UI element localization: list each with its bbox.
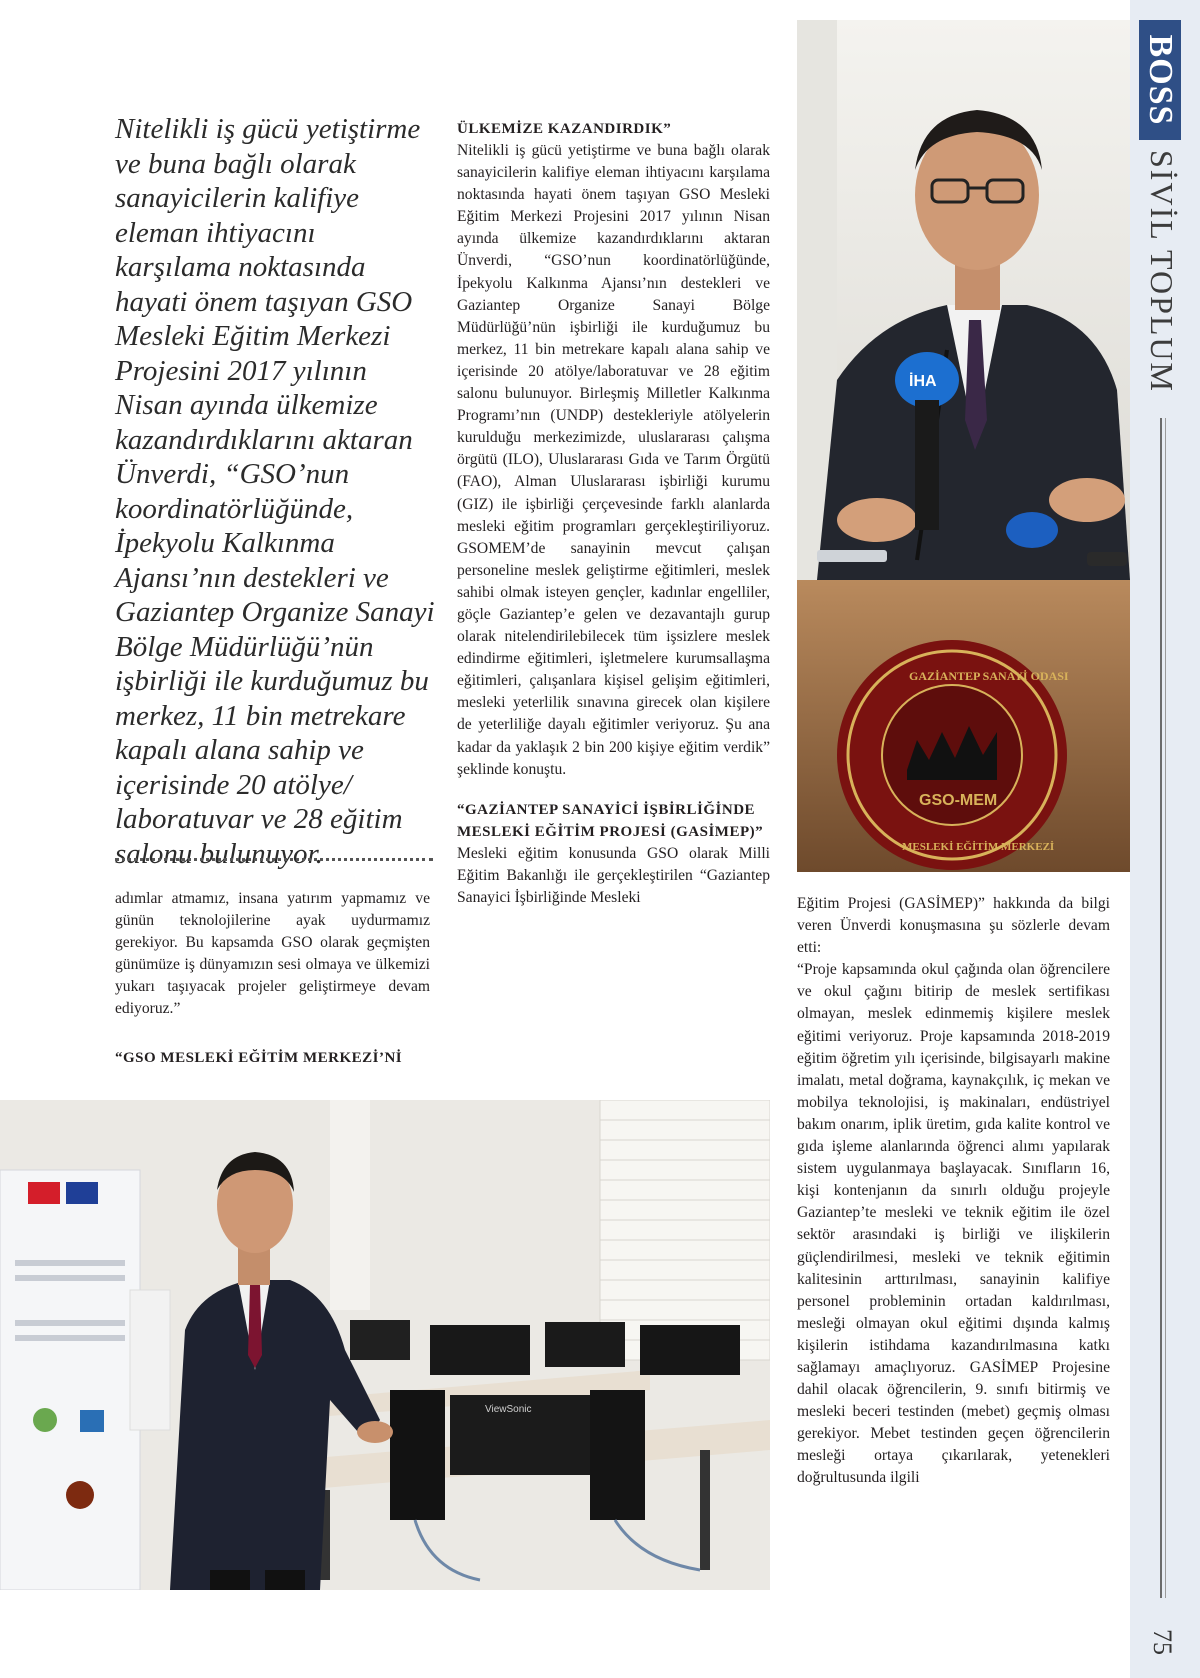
column-3 [797, 893, 1110, 1490]
page-number: 75 [1148, 1629, 1177, 1655]
mic-logo: İHA [909, 373, 937, 390]
seal-bottom-text: MESLEKİ EĞİTİM MERKEZİ [902, 841, 1055, 853]
seal-top-text: GAZİANTEP SANAYİ ODASI [909, 669, 1069, 683]
col2-paragraph: Nitelikli iş gücü yetiştirme ve buna bağlı olarak sanayicilerin kalifiye eleman ihtiyacını karşılama noktasında hayati önem taşıyan GSO Mesleki Eğitim Merkezi Projesini 2017 yılının Nisan ayında ülkemize kazandırdıklarını aktaran Ünverdi, “GSO’nun koordinatörlüğünde, İpekyolu Kalkınma Ajansı’nın destekleri ve Gaziantep Organize Sanayi Bölge Müdürlüğü’nün işbirliği ile kurduğumuz bu merkez, 11 bin metrekare kapalı alana sahip ve içerisinde 20 atölye/laboratuvar ve 28 eğitim salonu bulunuyor. Birleşmiş Milletler Kalkınma Programı’nın (UNDP) destekleriyle atölyelerin kurulduğu merkezimizde, uluslararası çalışma örgütü (ILO), Uluslararası Gıda ve Tarım Örgütü (FAO), Alman Uluslararası işbirliği kurumu (GIZ) ile işbirliği çerçevesinde farklı alanlarda mesleki eğitim programları gerçekleştiriliyoruz. GSOMEM’de sanayinin mevcut çalışan personeline meslek geliştirme eğitimleri, meslek sahibi olmak isteyen gençler, kadınlar engelliler, göçle Gaziantep’e gelen ve dezavantajlı gurup olarak nitelendirilebilecek tüm işsizlere meslek edindirme eğitimleri, işletmelere kurumsallaşma eğitimleri, çalışanlara kişisel gelişim eğitimleri, mesleki yeterlilik sınavına girecek olan kişilere de yeterliliğe dayalı eğitimler veriyoruz. Şu ana kadar da yaklaşık 2 bin 200 kişiye eğitim verdik” şeklinde konuştu. [457, 142, 770, 778]
col2-subheading: “GAZİANTEP SANAYİCİ İŞBİRLİĞİNDE MESLEKİ EĞİTİM PROJESİ (GASİMEP)” [457, 801, 764, 840]
section-title: SİVİL TOPLUM [1144, 150, 1180, 393]
col2-heading: ÜLKEMİZE KAZANDIRDIK” [457, 121, 672, 137]
monitor-brand: ViewSonic [485, 1404, 532, 1415]
col1-paragraph: adımlar atmamız, insana yatırım yapmamız ve günün teknolojilerine ayak uydurmamız gerekiyor. Bu kapsamda GSO olarak geçmişten günümüze iş dünyamızın sesi olmaya ve ülkemizi yukarı taşıyacak projeler geliştirmeye devam ediyoruz.” [115, 890, 430, 1018]
classroom-photo [0, 1100, 770, 1590]
col2-paragraph-2: Mesleki eğitim konusunda GSO olarak Milli Eğitim Bakanlığı ile gerçekleştirilen “Gaziantep Sanayici İşbirliğinde Mesleki [457, 844, 770, 906]
sidebar-rule-thin [1165, 418, 1166, 1598]
seal-center-text: GSO-MEM [919, 792, 998, 809]
column-2 [457, 118, 770, 909]
brand-logo: BOSS [1142, 34, 1179, 126]
sidebar-rule [1160, 418, 1162, 1598]
col1-heading: “GSO MESLEKİ EĞİTİM MERKEZİ’Nİ [115, 1049, 403, 1066]
pull-quote: Nitelikli iş gücü yetiştirme ve buna bağlı olarak sanayicilerin kalifiye eleman ihtiyacını karşılama noktasında hayati önem taşıyan GSO Mesleki Eğitim Merkezi Projesini 2017 yılının Nisan ayında ülkemize kazandırdıklarını aktaran Ünverdi, “GSO’nun koordinatörlüğünde, İpekyolu Kalkınma Ajansı’nın destekleri ve Gaziantep Organize Sanayi Bölge Müdürlüğü’nün işbirliği ile kurduğumuz bu merkez, 11 bin metrekare kapalı alana sahip ve içerisinde 20 atölye/ laboratuvar ve 28 eğitim salonu bulunuyor. [115, 113, 435, 870]
col3-paragraph-2: “Proje kapsamında okul çağında olan öğrencilere ve okul çağını bitirip de meslek sertifikası olmayan, meslek edinmemiş kişilere meslek eğitimi veriyoruz. Proje kapsamında 2018-2019 eğitim öğretim yılı içerisinde, bilgisayarlı makine imalatı, metal doğrama, kaynakçılık, iç mekan ve mobilya teknolojisi, iş makinaları, endüstriyel bakım onarım, iplik üretim, gıda kalite kontrol ve gıda işleme alanlarında öğrenci alımı yapılarak sistem uygulanmaya başlayacak. Sınıfların 16, kişi kontenjanın da sınırlı olduğu projeyle Gaziantep’te mesleki ve teknik eğitim ile özel sektör arasındaki iş birliği ve ilişkilerin güçlendirilmesi, mesleki ve teknik eğitimin kalitesinin arttırılması, sanayinin kalifiye personel probleminin ortadan kaldırılması, mesleği olmayan okul eğitimi dışında kalmış kişilerin istihdama kazandırılmasına katkı sağlamayı amaçlıyoruz. GASİMEP Projesine dahil olacak öğrencilerin, 9. sınıfı bitirmiş ve mesleki beceri testinden (mebet) geçmiş olması gerekiyor. Mebet testinden geçen öğrencilerin mesleği ortaya çıkarılarak, yetenekleri doğrultusunda ilgili [797, 961, 1110, 1487]
col3-paragraph: Eğitim Projesi (GASİMEP)” hakkında da bilgi veren Ünverdi konuşmasına şu sözlerle devam etti: [797, 895, 1110, 957]
pull-quote-divider [115, 858, 433, 861]
speaker-photo-illustration [797, 20, 1130, 872]
speaker-photo [797, 20, 1130, 872]
classroom-photo-illustration [0, 1100, 770, 1590]
column-1 [115, 888, 430, 1069]
